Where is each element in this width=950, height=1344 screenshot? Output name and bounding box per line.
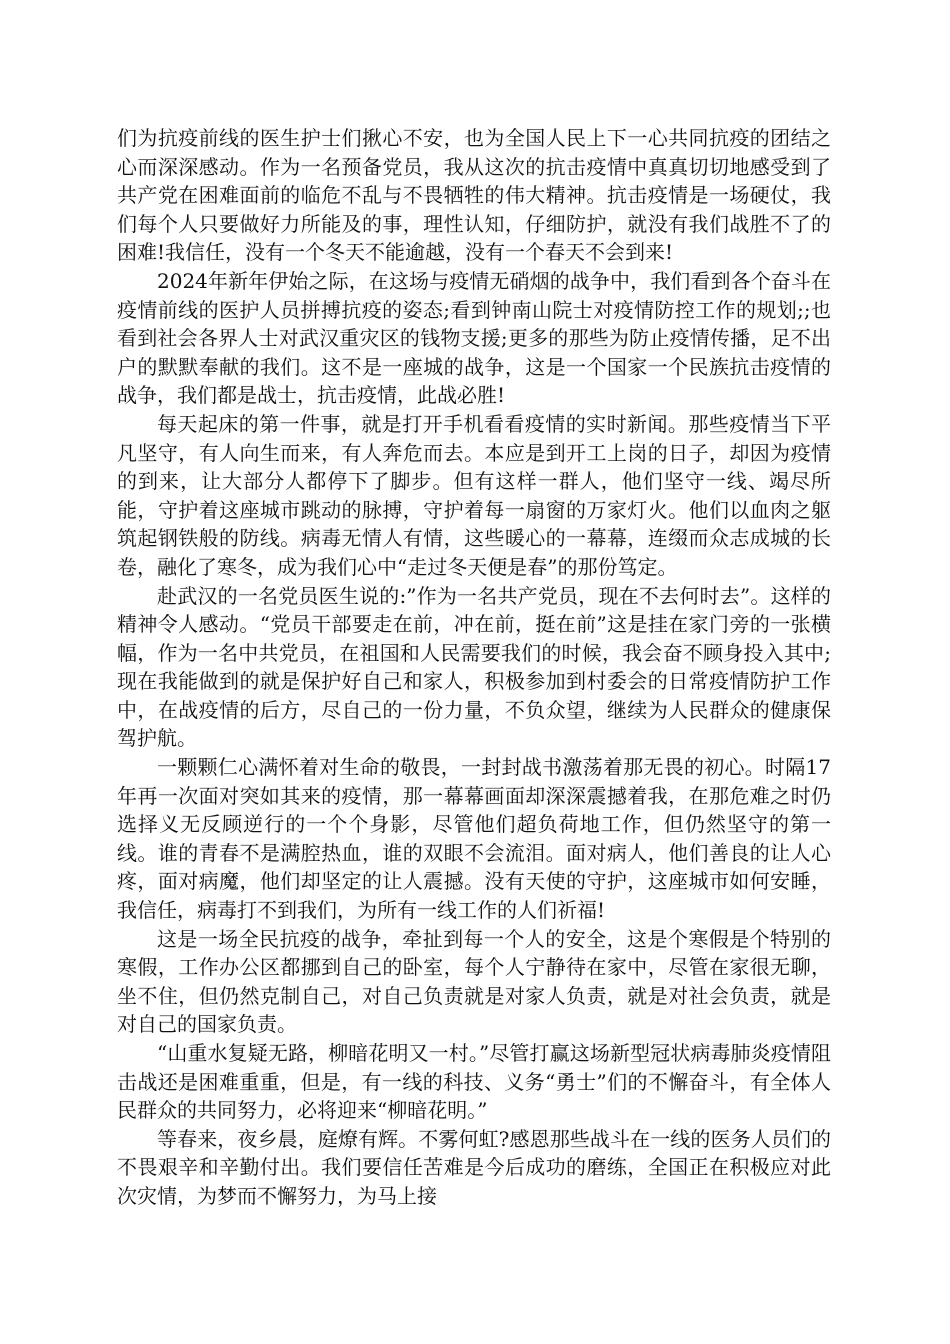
document-body [117,124,831,1211]
paragraph: 等春来，夜乡晨，庭燎有辉。不雾何虹?感恩那些战斗在一线的医务人员们的不畏艰辛和辛勤付出。我们要信任苦难是今后成功的磨练，全国正在积极应对此次灾情，为梦而不懈努力，为马上接 [117,1126,831,1208]
paragraph: 一颗颗仁心满怀着对生命的敬畏，一封封战书激荡着那无畏的初心。时隔17年再一次面对突如其来的疫情，那一幕幕画面却深深震撼着我，在那危难之时仍选择义无反顾逆行的一个个身影，尽管他们超负荷地工作，但仍然坚守的第一线。谁的青春不是满腔热血，谁的双眼不会流泪。面对病人，他们善良的让人心疼，面对病魔，他们却坚定的让人震撼。没有天使的守护，这座城市如何安睡，我信任，病毒打不到我们，为所有一线工作的人们祈福! [117,755,831,923]
paragraph: 2024年新年伊始之际，在这场与疫情无硝烟的战争中，我们看到各个奋斗在疫情前线的医护人员拼搏抗疫的姿态;看到钟南山院士对疫情防控工作的规划;;也看到社会各界人士对武汉重灾区的钱物支援;更多的那些为防止疫情传播，足不出户的默默奉献的我们。这不是一座城的战争，这是一个国家一个民族抗击疫情的战争，我们都是战士，抗击疫情，此战必胜! [117,268,831,408]
paragraph: 赴武汉的一名党员医生说的:”作为一名共产党员，现在不去何时去”。这样的精神令人感动。“党员干部要走在前，冲在前，挺在前”这是挂在家门旁的一张横幅，作为一名中共党员，在祖国和人民需要我们的时候，我会奋不顾身投入其中;现在我能做到的就是保护好自己和家人，积极参加到村委会的日常疫情防护工作中，在战疫情的后方，尽自己的一份力量，不负众望，继续为人民群众的健康保驾护航。 [117,583,831,751]
paragraph: 这是一场全民抗疫的战争，牵扯到每一个人的安全，这是个寒假是个特别的寒假，工作办公区都挪到自己的卧室，每个人宁静待在家中，尽管在家很无聊，坐不住，但仍然克制自己，对自己负责就是对家人负责，就是对社会负责，就是对自己的国家负责。 [117,926,831,1037]
paragraph-continued: 们为抗疫前线的医生护士们揪心不安，也为全国人民上下一心共同抗疫的团结之心而深深感动。作为一名预备党员，我从这次的抗击疫情中真真切切地感受到了共产党在困难面前的临危不乱与不畏牺牲的伟大精神。抗击疫情是一场硬仗，我们每个人只要做好力所能及的事，理性认知，仔细防护，就没有我们战胜不了的困难!我信任，没有一个冬天不能逾越，没有一个春天不会到来! [117,126,831,265]
paragraph: “山重水复疑无路，柳暗花明又一村。”尽管打赢这场新型冠状病毒肺炎疫情阻击战还是困难重重，但是，有一线的科技、义务“勇士”们的不懈奋斗，有全体人民群众的共同努力，必将迎来“柳暗花明。” [117,1041,831,1123]
paragraph: 每天起床的第一件事，就是打开手机看看疫情的实时新闻。那些疫情当下平凡坚守，有人向生而来，有人奔危而去。本应是到开工上岗的日子，却因为疫情的到来，让大部分人都停下了脚步。但有这样一群人，他们坚守一线、竭尽所能，守护着这座城市跳动的脉搏，守护着每一扇窗的万家灯火。他们以血肉之躯筑起钢铁般的防线。病毒无情人有情，这些暖心的一幕幕，连缀而众志成城的长卷，融化了寒冬，成为我们心中“走过冬天便是春”的那份笃定。 [117,411,831,579]
